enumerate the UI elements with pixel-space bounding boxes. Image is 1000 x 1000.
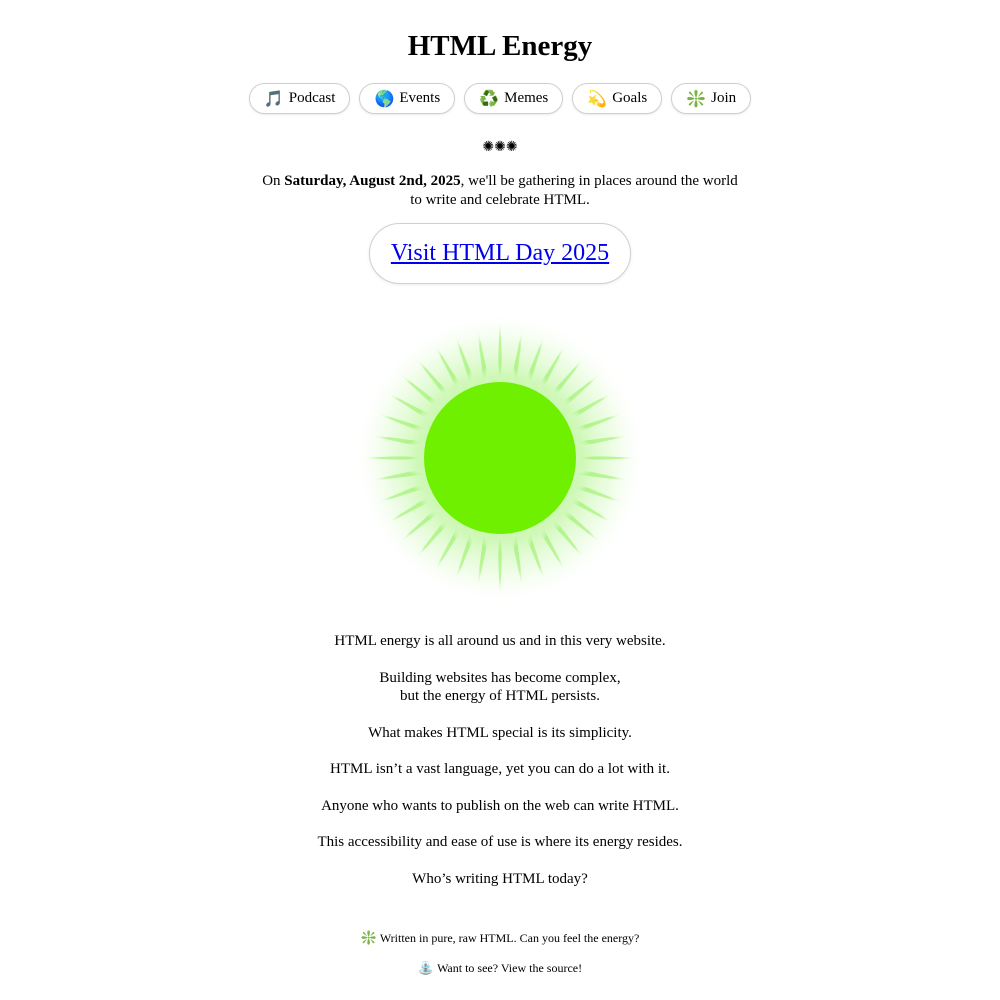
- footer-line-source: [0, 959, 1000, 977]
- nav-events-label: Events: [399, 90, 441, 106]
- visit-html-day-link[interactable]: Visit HTML Day 2025: [390, 240, 610, 266]
- music-note-icon: 🎵: [263, 90, 284, 108]
- manifesto-paragraph: HTML energy is all around us and in this very website.: [334, 633, 666, 649]
- globe-icon: 🌎: [374, 90, 395, 108]
- visit-html-day-button[interactable]: [369, 223, 631, 284]
- manifesto-paragraph: [0, 669, 1000, 706]
- nav-memes-button[interactable]: [464, 83, 563, 114]
- sparkle-icon: ❇️: [360, 930, 377, 945]
- footer-line1-text: Written in pure, raw HTML. Can you feel the energy?: [379, 931, 640, 945]
- footer: [0, 929, 1000, 989]
- nav-memes-label: Memes: [504, 90, 549, 106]
- nav-events-button[interactable]: [359, 83, 455, 114]
- manifesto-paragraph: Who’s writing HTML today?: [412, 870, 588, 887]
- intro-text: [260, 172, 740, 210]
- nav-join-label: Join: [711, 90, 737, 106]
- nav-podcast-label: Podcast: [288, 90, 336, 106]
- manifesto-paragraph: What makes HTML special is its simplicity.: [368, 724, 632, 741]
- sparkle-divider-icon: ✺✺✺: [482, 140, 518, 155]
- manifesto-line: Building websites has become complex,: [379, 669, 621, 686]
- dizzy-star-icon: 💫: [587, 90, 608, 108]
- nav-goals-label: Goals: [612, 90, 648, 106]
- nav-goals-button[interactable]: [572, 83, 662, 114]
- sparkle-icon: ❇️: [686, 90, 707, 108]
- manifesto: [0, 632, 1000, 906]
- manifesto-line: but the energy of HTML persists.: [400, 688, 600, 704]
- manifesto-paragraph: Anyone who wants to publish on the web can write HTML.: [321, 797, 679, 814]
- nav-podcast-button[interactable]: [249, 83, 351, 114]
- intro-suffix: , we'll be gathering in places around the world to write and celebrate HTML.: [410, 173, 738, 208]
- event-date: Saturday, August 2nd, 2025: [284, 173, 461, 189]
- main-nav: [0, 83, 1000, 114]
- nav-join-button[interactable]: [671, 83, 751, 114]
- manifesto-paragraph: HTML isn’t a vast language, yet you can do a lot with it.: [330, 761, 670, 777]
- energy-orb: [350, 308, 650, 608]
- orb-core: [424, 382, 576, 534]
- fountain-icon: ⛲: [417, 960, 435, 975]
- view-source-link[interactable]: Want to see? View the source!: [437, 961, 583, 975]
- footer-line-html: [0, 929, 1000, 947]
- page-title: HTML Energy: [407, 30, 593, 62]
- energy-orb-graphic: [350, 308, 650, 608]
- recycle-icon: ♻️: [479, 90, 500, 108]
- intro-prefix: On: [262, 173, 285, 189]
- manifesto-paragraph: This accessibility and ease of use is where its energy resides.: [317, 834, 683, 850]
